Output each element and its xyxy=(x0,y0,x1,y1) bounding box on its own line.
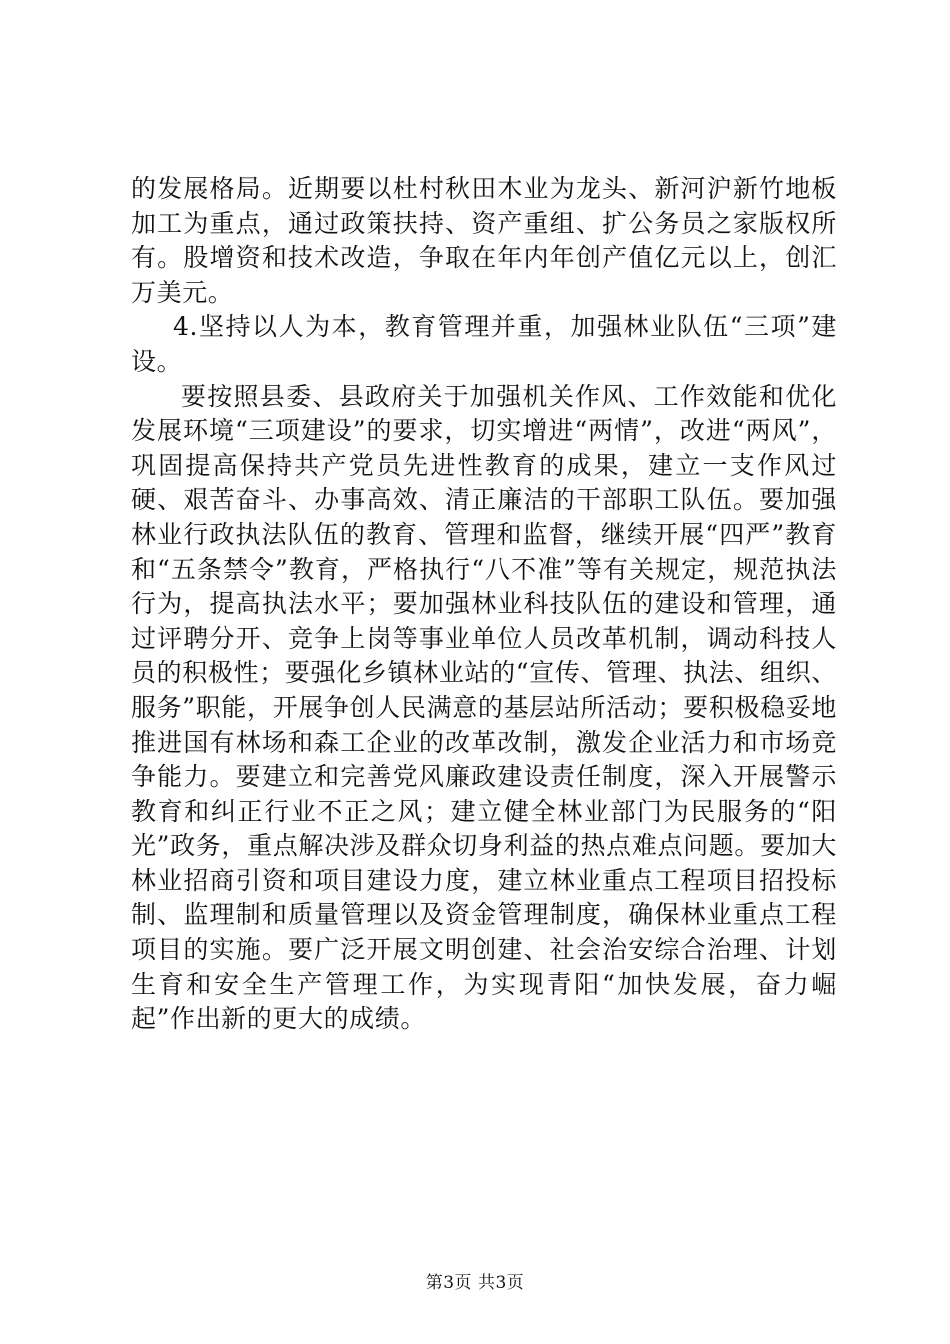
section-heading-4: 4.坚持以人为本，教育管理并重，加强林业队伍“三项”建设。 xyxy=(131,312,837,376)
document-body xyxy=(131,172,837,1037)
paragraph-main: 要按照县委、县政府关于加强机关作风、工作效能和优化发展环境“三项建设”的要求，切实增进“两情”，改进“两风”，巩固提高保持共产党员先进性教育的成果，建立一支作风过硬、艰苦奋斗、办事高效、清正廉洁的干部职工队伍。要加强林业行政执法队伍的教育、管理和监督，继续开展“四严”教育和“五条禁令”教育，严格执行“八不准”等有关规定，规范执法行为，提高执法水平；要加强林业科技队伍的建设和管理，通过评聘分开、竞争上岗等事业单位人员改革机制，调动科技人员的积极性；要强化乡镇林业站的“宣传、管理、执法、组织、服务”职能，开展争创人民满意的基层站所活动；要积极稳妥地推进国有林场和森工企业的改革改制，激发企业活力和市场竞争能力。要建立和完善党风廉政建设责任制度，深入开展警示教育和纠正行业不正之风；建立健全林业部门为民服务的“阳光”政务，重点解决涉及群众切身利益的热点难点问题。要加大林业招商引资和项目建设力度，建立林业重点工程项目招投标制、监理制和质量管理以及资金管理制度，确保林业重点工程项目的实施。要广泛开展文明创建、社会治安综合治理、计划生育和安全生产管理工作，为实现青阳“加快发展，奋力崛起”作出新的更大的成绩。 xyxy=(131,381,837,1034)
page-number-footer: 第3页 共3页 xyxy=(425,1273,525,1293)
paragraph-continuation: 的发展格局。近期要以杜村秋田木业为龙头、新河沪新竹地板加工为重点，通过政策扶持、资产重组、扩公务员之家版权所有。股增资和技术改造，争取在年内年创产值亿元以上，创汇万美元。 xyxy=(131,174,837,307)
